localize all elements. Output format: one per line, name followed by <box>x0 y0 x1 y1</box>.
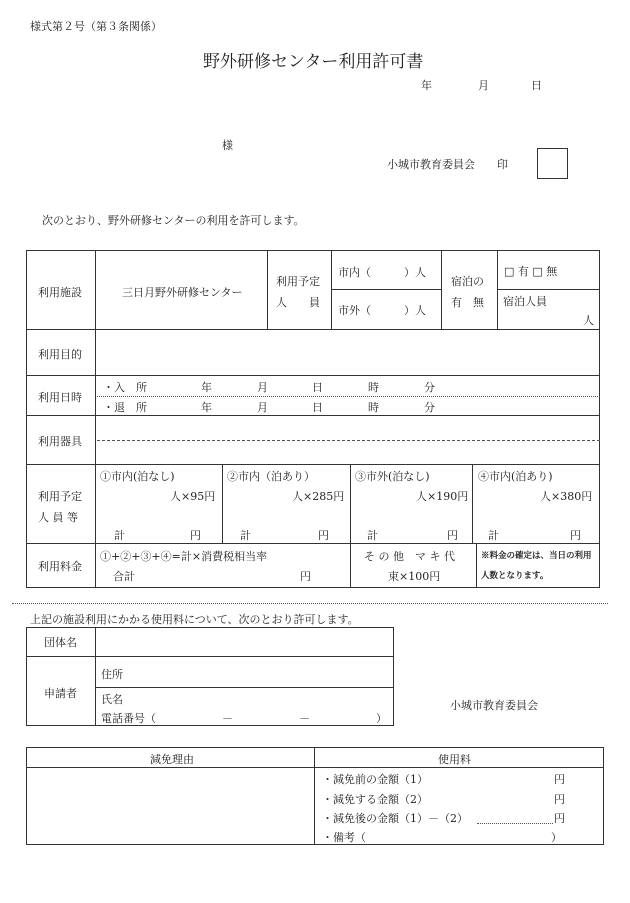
rate-1-name: ①市内(泊なし) <box>100 470 175 483</box>
reduction-table <box>26 747 604 845</box>
lodging-count-unit: 人 <box>583 314 594 327</box>
checkout-day: 日 <box>312 401 323 414</box>
date-month: 月 <box>478 79 489 92</box>
fee-total-label: 合計 <box>113 570 135 583</box>
fee-note-line1: ※料金の確定は、当日の利用 <box>481 551 592 561</box>
checkout-hour: 時 <box>368 401 379 414</box>
city-in-count: 市内（ ）人 <box>338 266 426 279</box>
rate-2-yen: 円 <box>318 529 329 542</box>
facility-label: 利用施設 <box>38 286 82 299</box>
lodging-label-1: 宿泊の <box>451 275 484 288</box>
checkout-month: 月 <box>257 401 268 414</box>
lodging-options: □ 有 □ 無 <box>504 265 558 278</box>
page-title: 野外研修センター利用許可書 <box>203 52 424 72</box>
fee-note-line2: 人数となります。 <box>481 571 549 581</box>
fee-reduction-label: ・減免する金額（2） <box>322 793 428 806</box>
checkin-minute: 分 <box>424 381 435 394</box>
fee-before-label: ・減免前の金額（1） <box>322 773 428 786</box>
issuer-name: 小城市教育委員会 <box>387 158 475 171</box>
reduction-reason-header: 減免理由 <box>150 753 194 766</box>
rate-1-value: 人×95円 <box>170 490 216 503</box>
checkin-label: ・入 所 <box>103 381 147 394</box>
seal-box <box>537 148 568 179</box>
datetime-label: 利用日時 <box>38 391 82 404</box>
planned-label-2: 人 員 等 <box>38 511 78 524</box>
fee-after-label: ・減免後の金額（1）－（2） <box>322 812 468 825</box>
rate-1-yen: 円 <box>190 529 201 542</box>
fee-formula: ①+②+③+④=計×消費税相当率 <box>100 550 268 563</box>
rate-2-value: 人×285円 <box>292 490 345 503</box>
address-label: 住所 <box>101 668 123 681</box>
rate-4-value: 人×380円 <box>540 490 593 503</box>
rate-3-value: 人×190円 <box>416 490 469 503</box>
fee-after-unit: 円 <box>554 812 565 825</box>
rate-3-total-label: 計 <box>367 529 378 542</box>
checkin-day: 日 <box>312 381 323 394</box>
planned-label-1: 利用予定 <box>38 490 82 503</box>
rate-3-name: ③市外(泊なし) <box>355 470 430 483</box>
checkin-month: 月 <box>257 381 268 394</box>
facility-value: 三日月野外研修センター <box>122 286 243 299</box>
name-label: 氏名 <box>101 693 123 706</box>
fee-reduction-unit: 円 <box>554 793 565 806</box>
intro-text: 次のとおり、野外研修センターの利用を許可します。 <box>42 214 305 227</box>
seal-label: 印 <box>497 158 508 171</box>
lodging-label-2: 有 無 <box>451 296 484 309</box>
applicant-label: 申請者 <box>44 687 77 700</box>
group-name-label: 団体名 <box>44 636 77 649</box>
checkout-minute: 分 <box>424 401 435 414</box>
purpose-label: 利用目的 <box>38 348 82 361</box>
issuer-bottom: 小城市教育委員会 <box>450 699 538 712</box>
rate-1-total-label: 計 <box>114 529 125 542</box>
phone-label: 電話番号（ － － ） <box>101 712 387 725</box>
lodging-count-label: 宿泊人員 <box>503 295 547 308</box>
date-year: 年 <box>421 79 432 92</box>
rate-2-total-label: 計 <box>240 529 251 542</box>
cut-line <box>12 603 608 604</box>
rate-3-yen: 円 <box>447 529 458 542</box>
checkout-label: ・退 所 <box>103 401 147 414</box>
date-day: 日 <box>531 79 542 92</box>
checkout-year: 年 <box>201 401 212 414</box>
usage-fee-header: 使用料 <box>438 753 471 766</box>
rate-2-name: ②市内（泊あり） <box>227 470 315 483</box>
other-fee-line2: 束×100円 <box>388 570 441 583</box>
addressee-suffix: 様 <box>222 139 233 152</box>
fee-before-unit: 円 <box>554 773 565 786</box>
city-out-count: 市外（ ）人 <box>338 304 426 317</box>
rate-4-total-label: 計 <box>488 529 499 542</box>
form-number: 様式第２号（第３条関係） <box>30 20 162 33</box>
checkin-hour: 時 <box>368 381 379 394</box>
checkin-year: 年 <box>201 381 212 394</box>
fee-total-unit: 円 <box>300 570 311 583</box>
planned-users-label-1: 利用予定 <box>276 275 320 288</box>
remarks-close: ） <box>551 831 562 844</box>
planned-users-label-2: 人 員 <box>276 296 320 309</box>
remarks-label: ・備考（ <box>322 831 366 844</box>
rate-4-name: ④市内(泊あり) <box>478 470 553 483</box>
fee-label: 利用料金 <box>38 560 82 573</box>
equipment-label: 利用器具 <box>38 435 82 448</box>
permit-text: 上記の施設利用にかかる使用料について、次のとおり許可します。 <box>30 613 359 626</box>
other-fee-line1: そ の 他 マ キ 代 <box>364 550 455 563</box>
rate-4-yen: 円 <box>570 529 581 542</box>
